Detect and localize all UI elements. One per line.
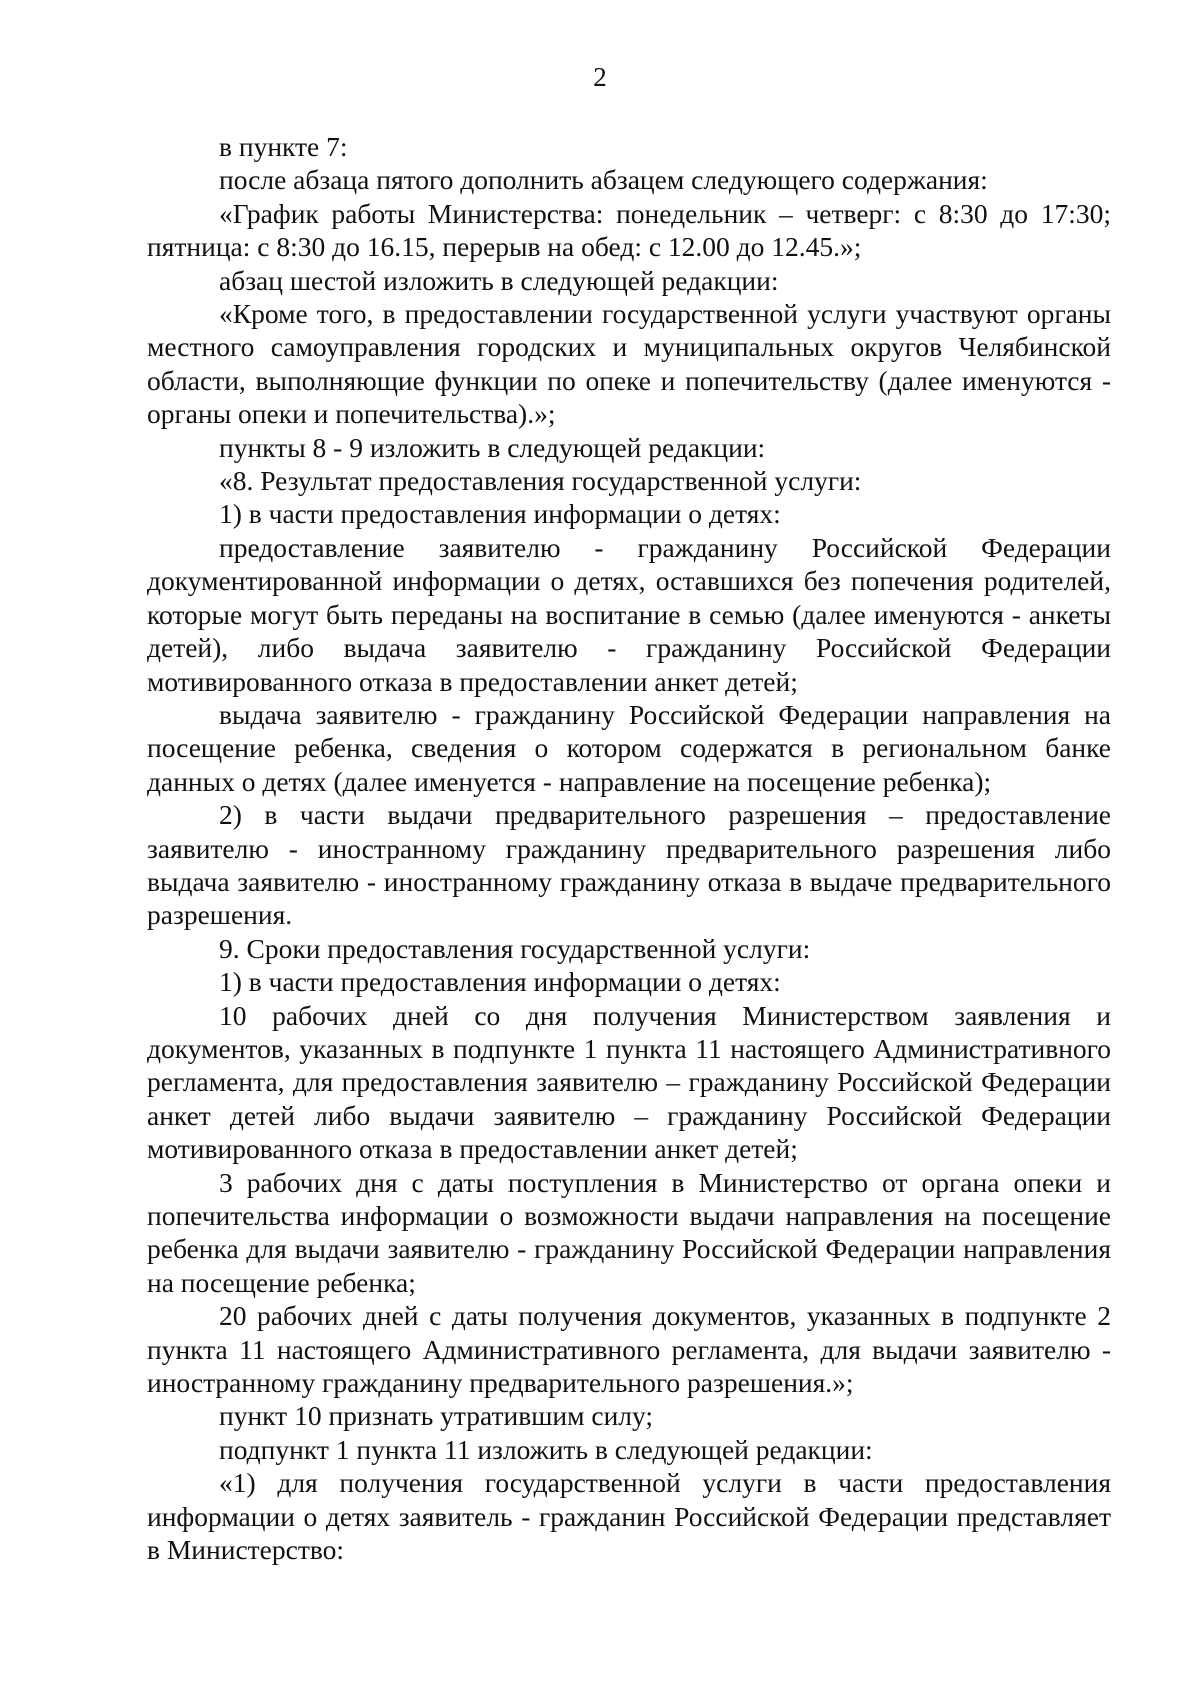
paragraph: пункты 8 - 9 изложить в следующей редакции: — [219, 431, 766, 463]
paragraph: 9. Сроки предоставления государственной услуги: — [219, 932, 811, 964]
paragraph: «График работы Министерства: понедельник – четверг: с 8:30 до 17:30; пятница: с 8:30 до 16.15, перерыв на обед: с 12.00 до 12.45.»; — [147, 197, 1111, 263]
paragraph: «Кроме того, в предоставлении государственной услуги участвуют органы местного самоуправления городских и муниципальных округов Челябинской области, выполняющие функции по опеке и попечительству (далее именуются - органы опеки и попечительства).»; — [147, 298, 1111, 430]
paragraph: подпункт 1 пункта 11 изложить в следующей редакции: — [219, 1433, 873, 1465]
paragraph: 2) в части выдачи предварительного разрешения – предоставление заявителю - иностранному гражданину предварительного разрешения либо выдача заявителю - иностранному гражданину отказа в выдаче предварительного разрешения. — [147, 799, 1111, 931]
paragraph: 10 рабочих дней со дня получения Министерством заявления и документов, указанных в подпункте 1 пункта 11 настоящего Административного регламента, для предоставления заявителю – гражданину Российской Федерации анкет детей либо выдачи заявителю – гражданину Российской Федерации мотивированного отказа в предоставлении анкет детей; — [147, 999, 1111, 1165]
paragraph: после абзаца пятого дополнить абзацем следующего содержания: — [219, 164, 988, 196]
paragraph: 20 рабочих дней с даты получения документов, указанных в подпункте 2 пункта 11 настоящего Административного регламента, для выдачи заявителю - иностранному гражданину предварительного разрешения.»; — [147, 1300, 1111, 1399]
paragraph: в пункте 7: — [219, 131, 348, 162]
paragraph: 3 рабочих дня с даты поступления в Министерство от органа опеки и попечительства информации о возможности выдачи направления на посещение ребенка для выдачи заявителю - гражданину Российской Федерации направления на посещение ребенка; — [147, 1166, 1111, 1298]
paragraph: выдача заявителю - гражданину Российской Федерации направления на посещение ребенка, сведения о котором содержатся в региональном банке данных о детях (далее именуется - направление на посещение ребенка); — [147, 698, 1111, 797]
document-body — [147, 130, 1111, 1566]
paragraph: пункт 10 признать утратившим силу; — [219, 1400, 654, 1432]
paragraph: 1) в части предоставления информации о детях: — [219, 966, 781, 998]
page-number: 2 — [593, 62, 607, 92]
paragraph: «8. Результат предоставления государственной услуги: — [219, 465, 862, 497]
paragraph: «1) для получения государственной услуги в части предоставления информации о детях заявитель - гражданин Российской Федерации представляет в Министерство: — [147, 1467, 1111, 1566]
paragraph: абзац шестой изложить в следующей редакции: — [219, 264, 779, 296]
paragraph: предоставление заявителю - гражданину Российской Федерации документированной информации о детях, оставшихся без попечения родителей, которые могут быть переданы на воспитание в семью (далее именуются - анкеты детей), либо выдача заявителю - гражданину Российской Федерации мотивированного отказа в предоставлении анкет детей; — [147, 531, 1111, 697]
paragraph: 1) в части предоставления информации о детях: — [219, 498, 781, 530]
